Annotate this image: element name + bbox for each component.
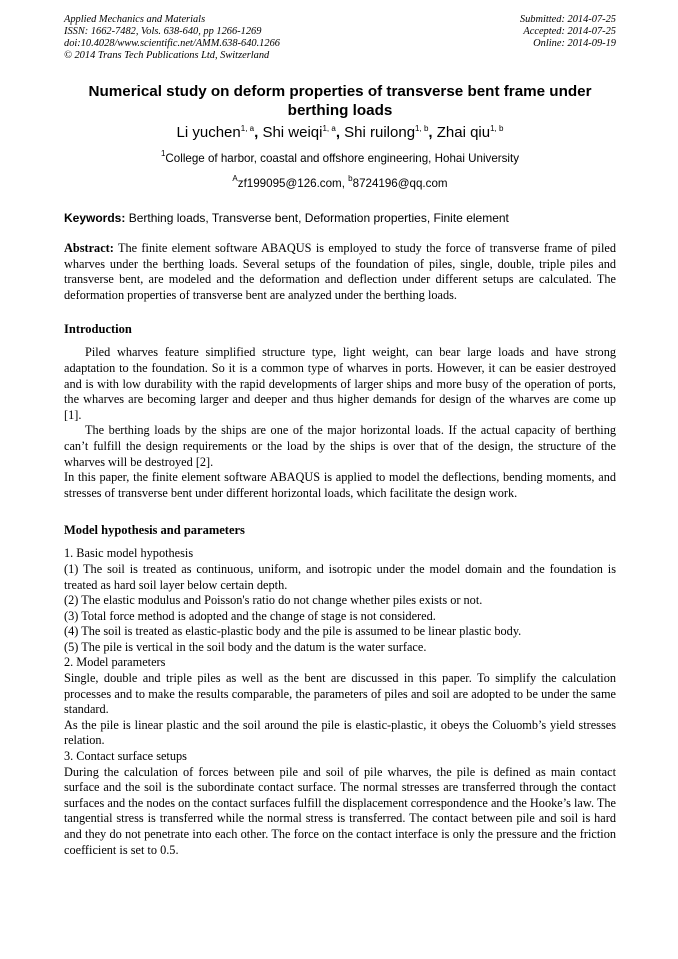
- hypothesis-item: (4) The soil is treated as elastic-plastic body and the pile is assumed to be linear plastic body.: [64, 624, 522, 639]
- author-list: [64, 123, 616, 143]
- abstract: [64, 241, 616, 303]
- paper-page: [64, 14, 616, 858]
- email: $^A$zf199095@126.com,: [232, 174, 349, 190]
- paragraph: Piled wharves feature simplified structure type, light weight, can bear large loads and have strong adaptation to the foundation. So it is a common type of wharves in ports. However, it can be easier destroyed and is with low durability with the rapid developments of larger ships and more busy of the operation of ports, the wharves are becoming larger and deeper and thus higher demands for design of the wharves are come up [1].: [64, 345, 616, 422]
- paragraph: The berthing loads by the ships are one of the major horizontal loads. If the actual capacity of berthing can’t fulfill the design requirements or the load by the ships is over that of the design, the structure of the wharves will be destroyed [2].: [64, 423, 616, 469]
- section-introduction: [64, 345, 616, 501]
- email: $^b$8724196@qq.com: [348, 174, 448, 190]
- doi-line: doi:10.4028/www.scientific.net/AMM.638-640.1266: [64, 38, 280, 49]
- author: Shi ruilong$^{1, b}$,: [344, 124, 437, 141]
- journal-name: Applied Mechanics and Materials: [64, 14, 206, 25]
- author: Shi weiqi$^{1, a}$,: [262, 124, 345, 141]
- subheading: 2. Model parameters: [64, 655, 166, 670]
- paragraph: As the pile is linear plastic and the soil around the pile is elastic-plastic, it obeys the Coluomb’s yield stresses relation.: [64, 717, 616, 748]
- keywords-text: Berthing loads, Transverse bent, Deformation properties, Finite element: [125, 211, 509, 225]
- abstract-text: The finite element software ABAQUS is employed to study the force of transverse frame of piled wharves under the berthing loads. Several setups of the foundation of piles, single, double, triple piles and transverse bent, are modeled and the deformation and deflection under different setups are calculated. The deformation properties of transverse bent are analyzed under the berthing loads.: [64, 241, 616, 302]
- hypothesis-item: (1) The soil is treated as continuous, uniform, and isotropic under the model domain and the foundation is treated as hard soil layer below certain depth.: [64, 561, 616, 592]
- section-heading-introduction: Introduction: [64, 322, 132, 337]
- author: Zhai qiu$^{1, b}$: [436, 124, 504, 141]
- subheading: 1. Basic model hypothesis: [64, 546, 194, 561]
- paragraph: Single, double and triple piles as well as the bent are discussed in this paper. To simplify the calculation processes and to make the results comparable, the parameters of piles and soil are adopted to be under the same standard.: [64, 671, 616, 717]
- submission-dates: [520, 14, 616, 50]
- paper-title: Numerical study on deform properties of transverse bent frame under berthing loads: [88, 83, 592, 119]
- keywords: [64, 211, 616, 226]
- accepted-date: Accepted: 2014-07-25: [523, 26, 616, 37]
- online-date: Online: 2014-09-19: [533, 38, 616, 49]
- section-heading-model: Model hypothesis and parameters: [64, 523, 245, 538]
- issn-line: ISSN: 1662-7482, Vols. 638-640, pp 1266-1269: [64, 26, 262, 37]
- affiliation: $^1$College of harbor, coastal and offshore engineering, Hohai University: [160, 149, 520, 165]
- section-model: [64, 546, 616, 858]
- keywords-label: Keywords:: [64, 211, 126, 225]
- author: Li yuchen$^{1, a}$,: [176, 124, 263, 141]
- journal-header: [64, 14, 616, 66]
- hypothesis-item: (3) Total force method is adopted and the change of stage is not considered.: [64, 608, 436, 623]
- hypothesis-item: (5) The pile is vertical in the soil body and the datum is the water surface.: [64, 639, 427, 654]
- submitted-date: Submitted: 2014-07-25: [519, 14, 616, 25]
- abstract-label: Abstract:: [64, 241, 114, 255]
- subheading: 3. Contact surface setups: [64, 749, 187, 764]
- hypothesis-item: (2) The elastic modulus and Poisson's ratio do not change whether piles exists or not.: [64, 593, 483, 608]
- author-emails: [64, 174, 616, 191]
- journal-info: [64, 14, 280, 62]
- copyright-line: © 2014 Trans Tech Publications Ltd, Switzerland: [64, 50, 270, 61]
- paragraph: In this paper, the finite element software ABAQUS is applied to model the deflections, bending moments, and stresses of transverse bent under different horizontal loads, which facilitate the design work.: [64, 470, 616, 500]
- paragraph: During the calculation of forces between pile and soil of pile wharves, the pile is defined as main contact surface and the soil is the subordinate contact surface. The normal stresses are transferred through the contact surfaces and the nodes on the contact surfaces fulfill the displacement correspondence and the Hooke’s law. The tangential stress is transferred while the normal stress is transferred. The contact between pile and soil is hard and they do not penetrate into each other. The force on the contact interface is only the pressure and the friction coefficient is set to 0.5.: [64, 764, 616, 857]
